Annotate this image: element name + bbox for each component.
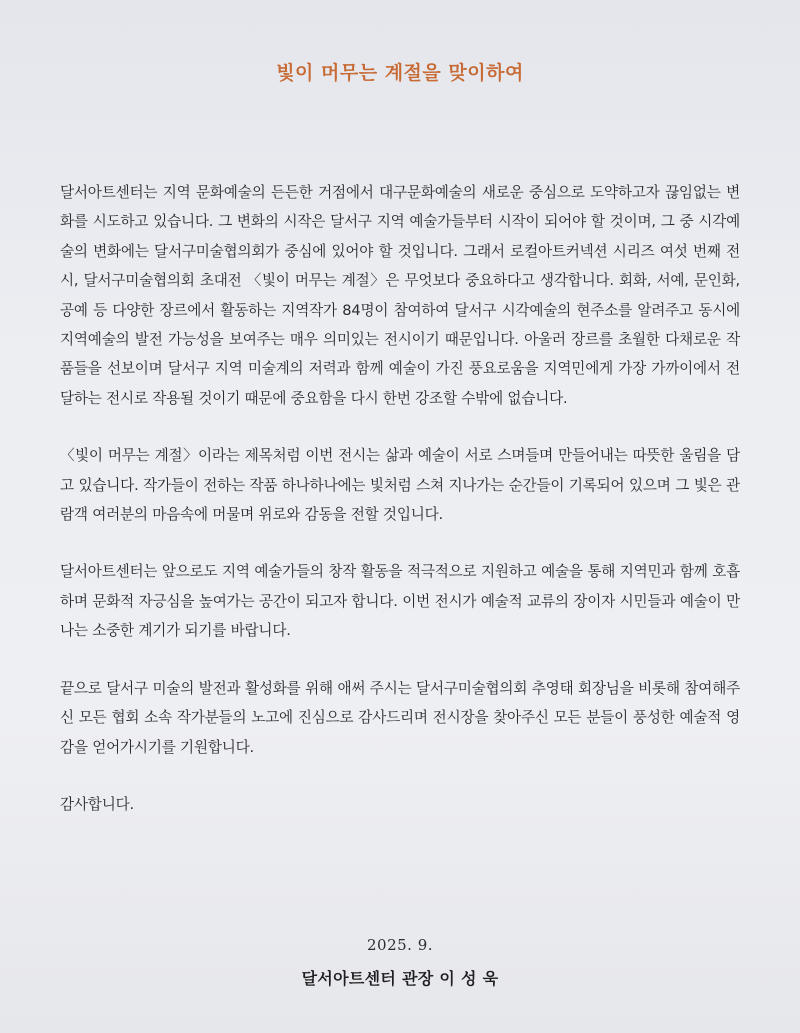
closing-text: 감사합니다. (60, 795, 134, 813)
document-body (60, 178, 740, 847)
paragraph-2: 〈빛이 머무는 계절〉이라는 제목처럼 이번 전시는 삶과 예술이 서로 스며들며 만들어내는 따뜻한 울림을 담고 있습니다. 작가들이 전하는 작품 하나하나에는 빛처럼 스쳐 지나가는 순간들이 기록되어 있으며 그 빛은 관람객 여러분의 마음속에 머물며 위로와 감동을 전할 것입니다. (60, 447, 740, 524)
paragraph-4: 끝으로 달서구 미술의 발전과 활성화를 위해 애써 주시는 달서구미술협의회 추영태 회장님을 비롯해 참여해주신 모든 협회 소속 작가분들의 노고에 진심으로 감사드리며 전시장을 찾아주신 모든 분들이 풍성한 예술적 영감을 얻어가시기를 기원합니다. (60, 679, 740, 756)
document-date: 2025. 9. (366, 936, 434, 954)
document-title: 빛이 머무는 계절을 맞이하여 (276, 62, 524, 84)
paragraph-1: 달서아트센터는 지역 문화예술의 든든한 거점에서 대구문화예술의 새로운 중심으로 도약하고자 끊임없는 변화를 시도하고 있습니다. 그 변화의 시작은 달서구 지역 예술가들부터 시작이 되어야 할 것이며, 그 중 시각예술의 변화에는 달서구미술협의회가 중심에 있어야 할 것입니다. 그래서 로컬아트커넥션 시리즈 여섯 번째 전시, 달서구미술협의회 초대전 〈빛이 머무는 계절〉은 무엇보다 중요하다고 생각합니다. 회화, 서예, 문인화, 공예 등 다양한 장르에서 활동하는 지역작가 84명이 참여하여 달서구 시각예술의 현주소를 알려주고 동시에 지역예술의 발전 가능성을 보여주는 매우 의미있는 전시이기 때문입니다. 아울러 장르를 초월한 다채로운 작품들을 선보이며 달서구 지역 미술계의 저력과 함께 예술이 가진 풍요로움을 지역민에게 가장 가까이에서 전달하는 전시로 작용될 것이기 때문에 중요함을 다시 한번 강조할 수밖에 없습니다. (60, 184, 740, 407)
document-signature: 달서아트센터 관장 이 성 욱 (301, 969, 499, 988)
paragraph-3: 달서아트센터는 앞으로도 지역 예술가들의 창작 활동을 적극적으로 지원하고 예술을 통해 지역민과 함께 호흡하며 문화적 자긍심을 높여가는 공간이 되고자 합니다. 이번 전시가 예술적 교류의 장이자 시민들과 예술이 만나는 소중한 계기가 되기를 바랍니다. (60, 563, 740, 640)
